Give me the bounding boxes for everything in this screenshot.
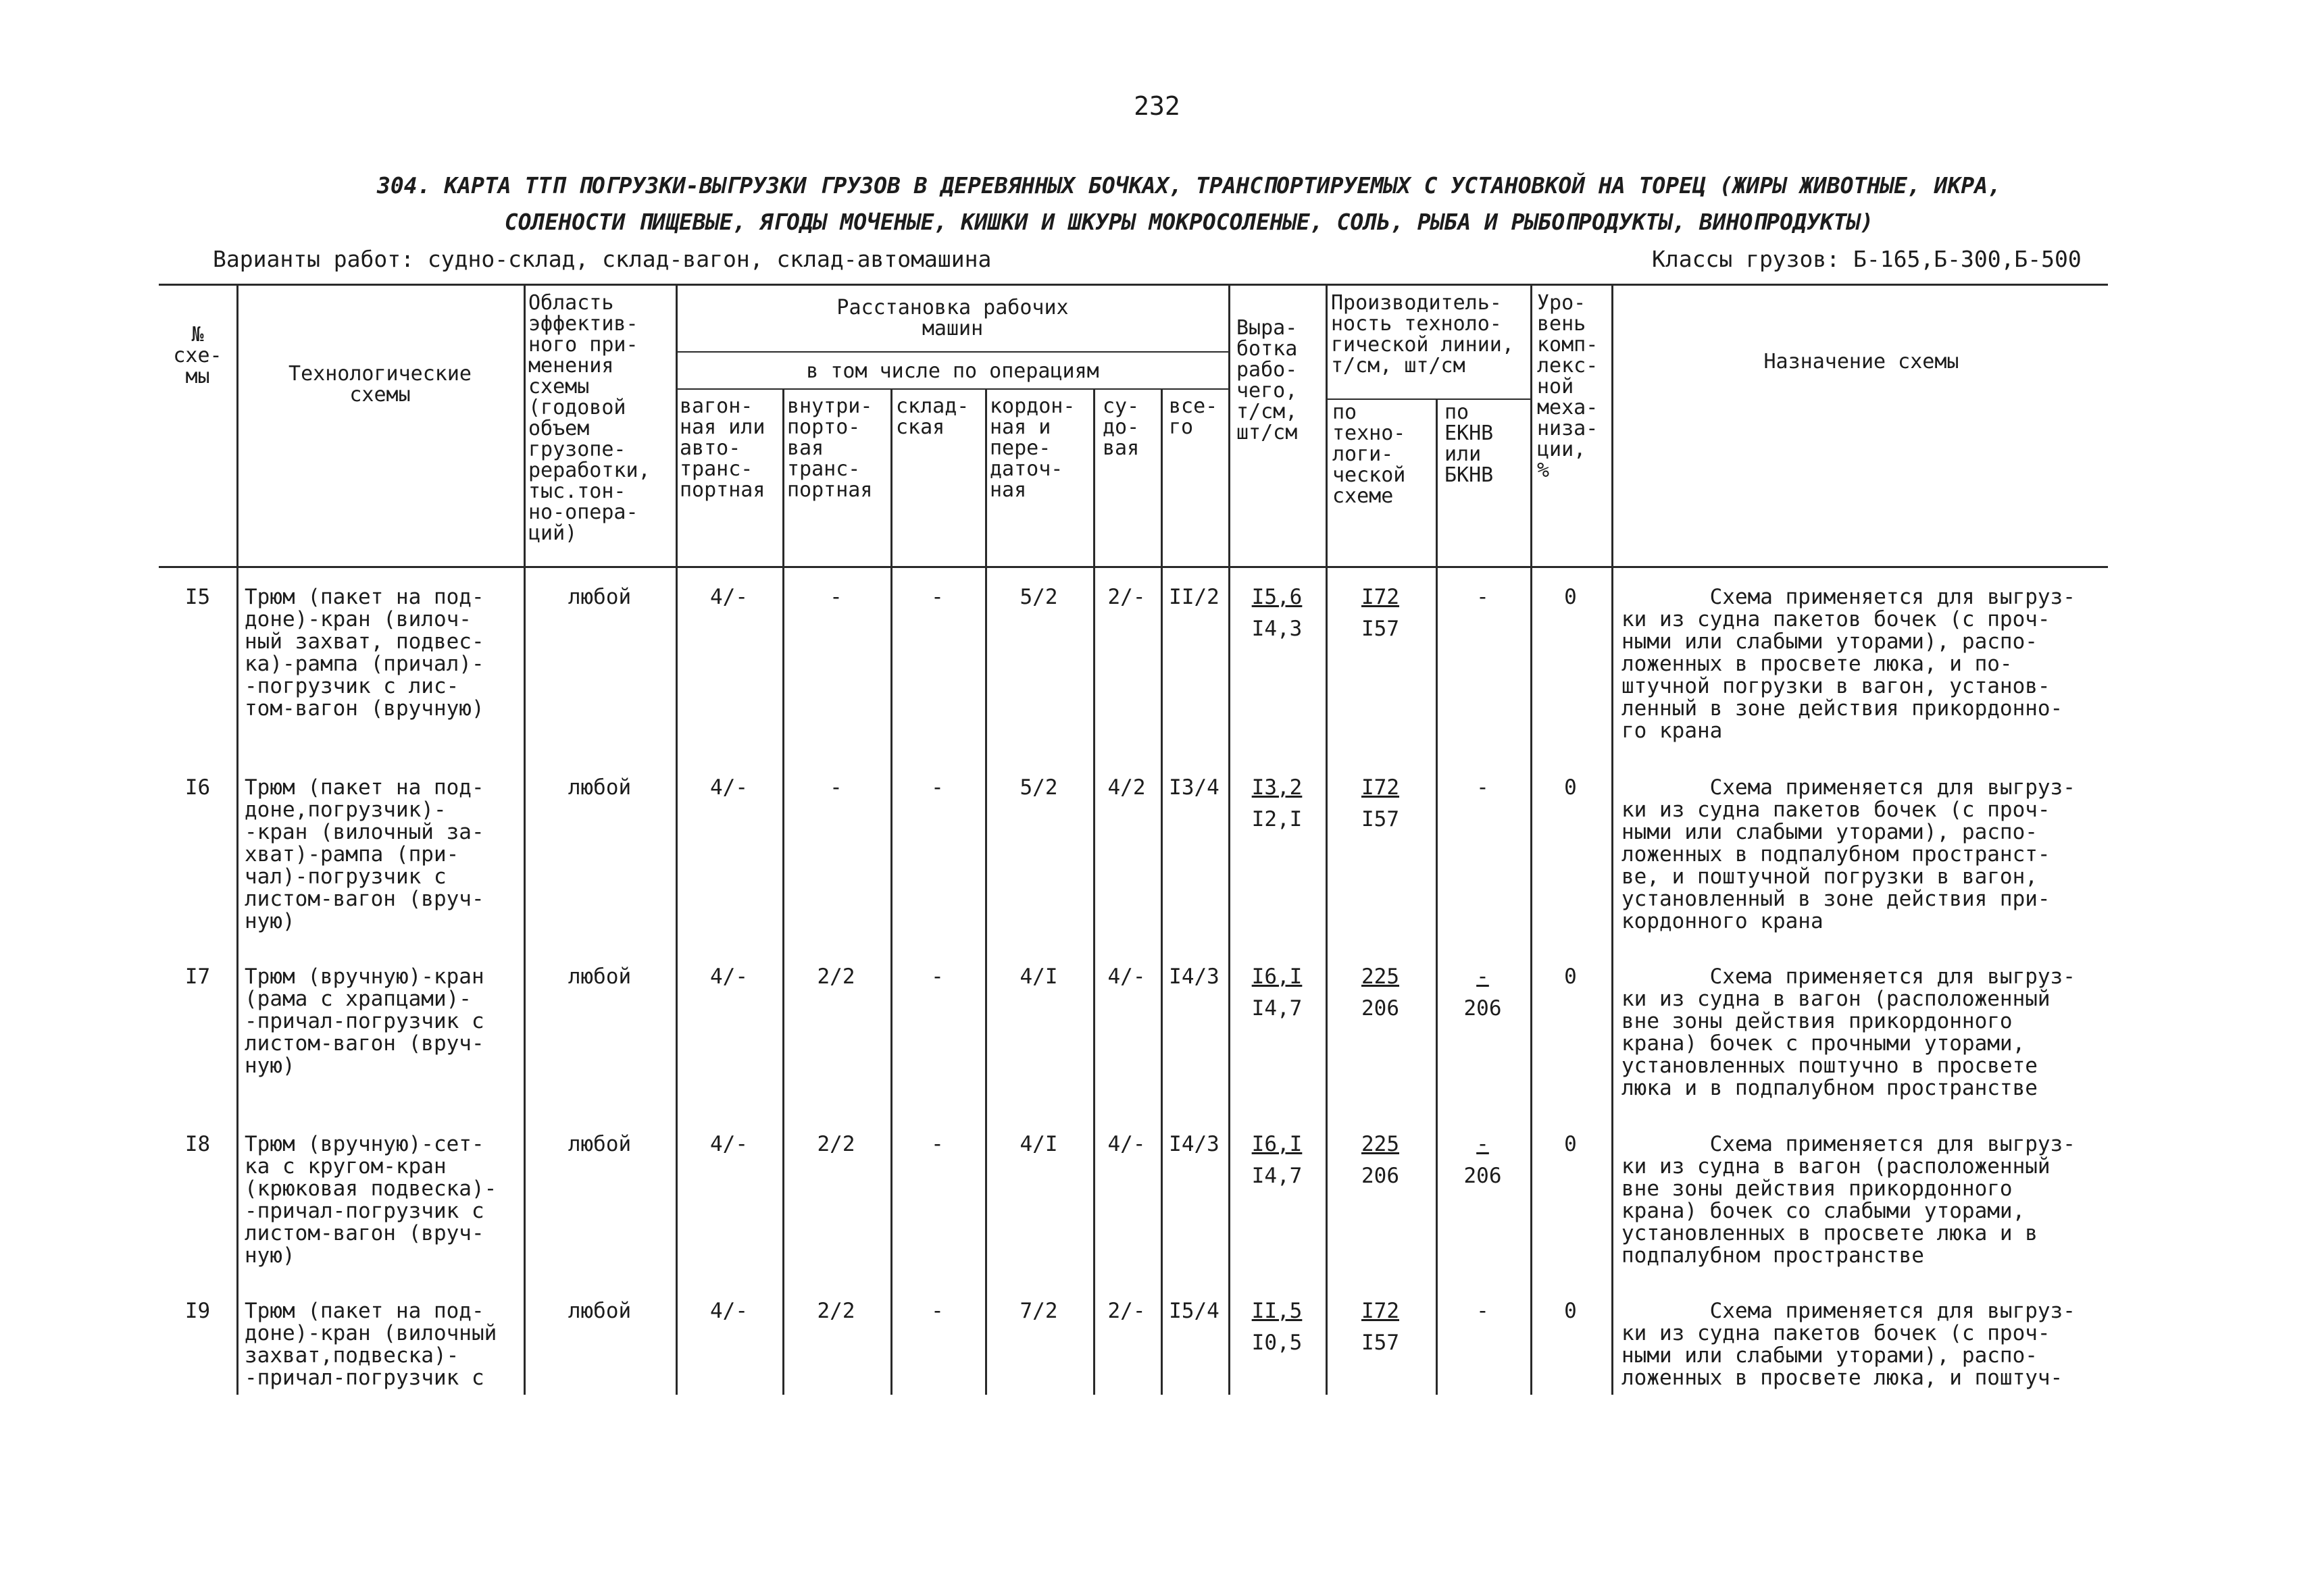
work-variants: Варианты работ: судно-склад, склад-вагон, склад-автомашина [213,246,992,272]
header-mechanization: Уро- вень комп- лекс- ной меха- низа- ции, % [1537,291,1599,482]
row-area: любой [568,1299,632,1323]
header-op-warehouse: склад- ская [896,394,970,439]
row-op-wagon: 4/- [710,1132,748,1156]
row-output-top: I6,I [1251,964,1303,989]
header-area: Область эффектив- ного при- менения схемы (годовой объем грузопе- реработки, тыс.тон- но-опера- ций) [528,291,651,545]
row-output-bottom: I4,3 [1251,617,1303,641]
row-area: любой [568,964,632,989]
row-op-internal: 2/2 [817,1132,855,1156]
cargo-classes: Классы грузов: Б-165,Б-300,Б-500 [1652,246,2082,272]
row-prod-tech-top: 225 [1361,1132,1399,1156]
row-op-warehouse: - [931,964,944,989]
row-purpose: Схема применяется для выгруз- ки из судна пакетов бочек (с проч- ными или слабыми уторами), распо- ложенных в просвете люка, и по- штучной погрузки в вагон, установ- ленный в зоне действия прикордонно- го крана [1621,585,2076,743]
row-output-bottom: I0,5 [1251,1331,1303,1355]
row-prod-ekhnv [1437,1133,1528,1187]
row-scheme-no: I8 [184,1132,211,1156]
row-op-internal: - [830,585,842,609]
row-prod-tech [1327,1133,1434,1187]
row-op-total: I4/3 [1169,1132,1219,1156]
row-op-quay: 5/2 [1020,585,1058,609]
row-output [1230,1133,1324,1187]
row-op-total: I3/4 [1169,775,1219,800]
row-mechanization: 0 [1564,585,1577,609]
row-prod-tech-bottom: I57 [1361,1331,1399,1355]
row-prod-tech [1327,586,1434,640]
row-op-ship: 2/- [1107,1299,1146,1323]
row-op-total: I4/3 [1169,964,1219,989]
row-op-quay: 4/I [1020,1132,1058,1156]
row-op-total: I5/4 [1169,1299,1219,1323]
row-prod-tech-top: I72 [1361,585,1399,609]
row-output [1230,966,1324,1020]
row-prod-tech [1327,966,1434,1020]
row-prod-ekhnv [1437,1300,1528,1322]
row-prod-ekhnv-top: - [1476,1299,1489,1323]
header-prod-tech: по техно- логи- ческой схеме [1332,401,1406,508]
row-op-quay: 4/I [1020,964,1058,989]
row-purpose: Схема применяется для выгруз- ки из судна пакетов бочек (с проч- ными или слабыми уторами), распо- ложенных в подпалубном пространст- ве, и поштучной погрузки в вагон, установленный в зоне действия при- кордонного крана [1621,775,2076,933]
row-purpose: Схема применяется для выгруз- ки из судна в вагон (расположенный вне зоны действия прикордонного крана) бочек с прочными уторами, установленных поштучно в просвете люка и в подпалубном пространстве [1621,964,2076,1100]
row-mechanization: 0 [1564,1299,1577,1323]
row-prod-ekhnv-top: - [1476,585,1489,609]
row-prod-tech-bottom: 206 [1361,996,1399,1021]
row-prod-tech-bottom: I57 [1361,617,1399,641]
page-number: 232 [1134,91,1180,121]
row-op-warehouse: - [931,1132,944,1156]
header-productivity: Производитель- ность техноло- гической линии, т/см, шт/см [1331,291,1514,378]
row-tech-scheme: Трюм (пакет на под- доне)-кран (вилоч- ный захват, подвес- ка)-рампа (причал)- -погрузчик с лис- том-вагон (вручную) [245,585,484,721]
row-mechanization: 0 [1564,1132,1577,1156]
row-area: любой [568,775,632,800]
row-area: любой [568,585,632,609]
header-op-total: все- го [1169,394,1218,439]
row-op-internal: 2/2 [817,964,855,989]
row-prod-tech-bottom: I57 [1361,807,1399,831]
row-op-warehouse: - [931,585,944,609]
row-tech-scheme: Трюм (вручную)-сет- ка с кругом-кран (крюковая подвеска)- -причал-погрузчик с листом-вагон (вруч- ную) [245,1132,497,1268]
row-prod-ekhnv-top: - [1476,964,1489,989]
row-prod-ekhnv [1437,777,1528,799]
row-output-top: I6,I [1251,1132,1303,1156]
row-prod-tech [1327,777,1434,831]
row-op-warehouse: - [931,775,944,800]
row-tech-scheme: Трюм (пакет на под- доне)-кран (вилочный захват,подвеска)- -причал-погрузчик с [245,1299,497,1390]
row-op-ship: 2/- [1107,585,1146,609]
row-prod-tech-top: I72 [1361,775,1399,800]
row-op-wagon: 4/- [710,964,748,989]
row-output-top: I5,6 [1251,585,1303,609]
row-prod-ekhnv [1437,966,1528,1020]
page-title [223,168,2155,240]
row-purpose: Схема применяется для выгруз- ки из судна в вагон (расположенный вне зоны действия прикордонного крана) бочек со слабыми уторами, установленных в просвете люка и в подпалубном пространстве [1621,1132,2076,1268]
row-op-quay: 5/2 [1020,775,1058,800]
header-op-wagon: вагон- ная или авто- транс- портная [680,394,765,502]
row-output-top: II,5 [1251,1299,1303,1323]
row-scheme-no: I9 [184,1299,211,1323]
row-op-ship: 4/2 [1107,775,1146,800]
row-prod-ekhnv-top: - [1476,775,1489,800]
row-area: любой [568,1132,632,1156]
row-mechanization: 0 [1564,775,1577,800]
row-output [1230,586,1324,640]
row-tech-scheme: Трюм (пакет на под- доне,погрузчик)- -кран (вилочный за- хват)-рампа (при- чал)-погрузчик с листом-вагон (вруч- ную) [245,775,484,933]
header-tech-schemes: Технологические схемы [288,362,472,407]
row-output-bottom: I4,7 [1251,1164,1303,1188]
row-op-internal: 2/2 [817,1299,855,1323]
header-prod-ekhnv: по ЕКНВ или БКНВ [1444,401,1494,487]
row-output-bottom: I4,7 [1251,996,1303,1021]
header-op-quay: кордон- ная и пере- даточ- ная [990,394,1076,502]
row-prod-ekhnv-bottom: 206 [1463,1164,1502,1188]
title-line-2: СОЛЕНОСТИ ПИЩЕВЫЕ, ЯГОДЫ МОЧЕНЫЕ, КИШКИ И ШКУРЫ МОКРОСОЛЕНЫЕ, СОЛЬ, РЫБА И РЫБОПРОДУКТЫ, ВИНОПРОДУКТЫ) [504,209,1874,235]
header-output: Выра- ботка рабо- чего, т/см, шт/см [1236,316,1298,444]
row-output [1230,1300,1324,1354]
row-prod-tech-bottom: 206 [1361,1164,1399,1188]
title-line-1: 304. КАРТА ТТП ПОГРУЗКИ-ВЫГРУЗКИ ГРУЗОВ В ДЕРЕВЯННЫХ БОЧКАХ, ТРАНСПОРТИРУЕМЫХ С УСТАНОВКОЙ НА ТОРЕЦ (ЖИРЫ ЖИВОТНЫЕ, ИКРА, [377,172,2001,199]
row-op-wagon: 4/- [710,1299,748,1323]
row-op-internal: - [830,775,842,800]
row-output-bottom: I2,I [1251,807,1303,831]
row-tech-scheme: Трюм (вручную)-кран (рама с храпцами)- -причал-погрузчик с листом-вагон (вруч- ную) [245,964,484,1078]
row-op-total: II/2 [1169,585,1219,609]
row-op-ship: 4/- [1107,1132,1146,1156]
row-scheme-no: I6 [184,775,211,800]
row-prod-tech [1327,1300,1434,1354]
row-scheme-no: I7 [184,964,211,989]
row-op-warehouse: - [931,1299,944,1323]
header-arrangement: Расстановка рабочих машин [836,296,1069,340]
header-op-internal: внутри- порто- вая транс- портная [787,394,873,502]
row-prod-ekhnv-bottom: 206 [1463,996,1502,1021]
row-output [1230,777,1324,831]
row-op-ship: 4/- [1107,964,1146,989]
row-purpose: Схема применяется для выгруз- ки из судна пакетов бочек (с проч- ными или слабыми уторами), распо- ложенных в просвете люка, и поштуч- [1621,1299,2076,1390]
header-op-ship: су- до- вая [1103,394,1140,460]
row-prod-tech-top: I72 [1361,1299,1399,1323]
row-output-top: I3,2 [1251,775,1303,800]
row-op-quay: 7/2 [1020,1299,1058,1323]
row-scheme-no: I5 [184,585,211,609]
header-scheme-no: № схе- мы [173,323,222,388]
row-prod-ekhnv [1437,586,1528,609]
header-incl-operations: в том числе по операциям [806,359,1099,383]
row-op-wagon: 4/- [710,775,748,800]
row-mechanization: 0 [1564,964,1577,989]
row-prod-ekhnv-top: - [1476,1132,1489,1156]
row-prod-tech-top: 225 [1361,964,1399,989]
header-purpose: Назначение схемы [1763,350,1959,374]
row-op-wagon: 4/- [710,585,748,609]
